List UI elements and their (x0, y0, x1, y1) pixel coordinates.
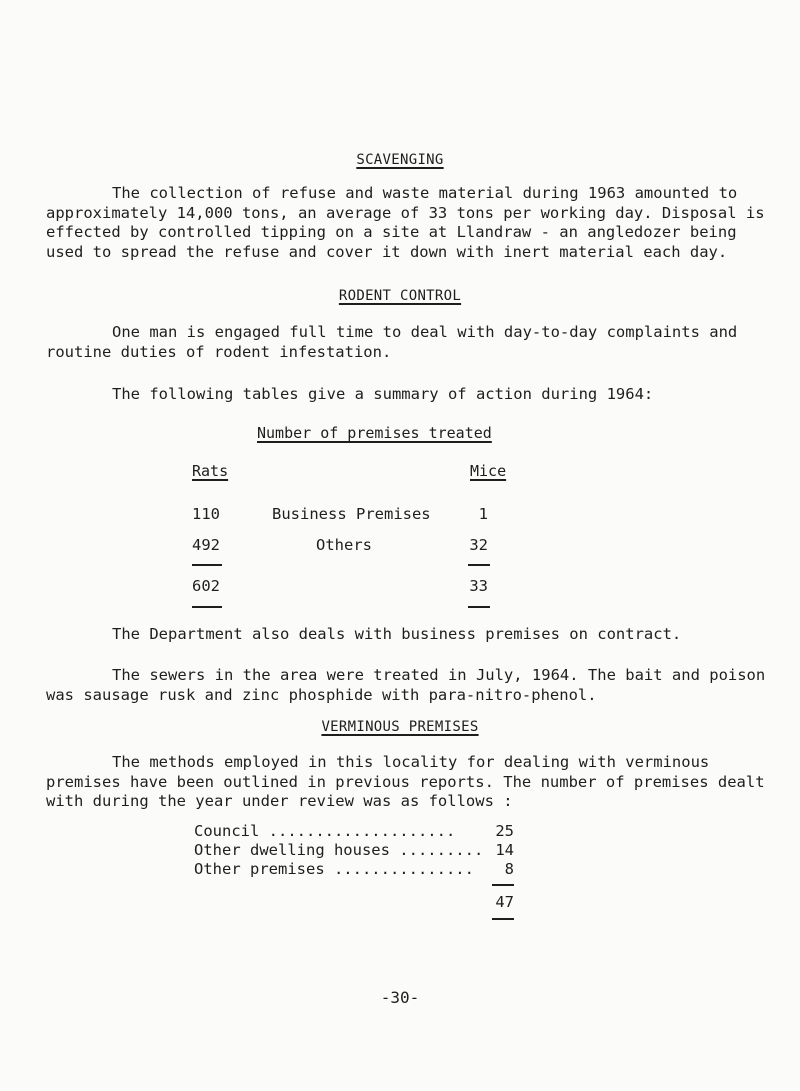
table-row-1-label: Business Premises (272, 505, 431, 523)
table-header-rats: Rats (192, 462, 229, 480)
verminous-paragraph: The methods employed in this locality for dealing with verminous premises have been outlined in previous reports. The number of premises dealt with during the year under review was as follows : (46, 753, 765, 810)
scavenging-paragraph: The collection of refuse and waste material during 1963 amounted to approximately 14,000 tons, an average of 33 tons per working day. Disposal is effected by controlled tipping on a site at Llandraw - an angledozer being used to spread the refuse and cover it down with inert material each day. (46, 184, 765, 261)
scavenging-heading: SCAVENGING (356, 152, 444, 168)
mice-total-rule (468, 606, 490, 608)
page-number: -30- (380, 988, 420, 1007)
verminous-total-rule (492, 918, 514, 920)
document-page: SCAVENGING The collection of refuse and waste material during 1963 amounted to approximately 14,000 tons, an average of 33 tons per working day. Disposal is effected by controlled tipping on a site at Llandraw - an angledozer being used to spread the refuse and cover it down with inert material each day. RODENT CONTROL One man is engaged full time to deal with day-to-day complaints and routine duties of rodent infestation. The following tables give a summary of action during 1964: Number of premises treated Rats Mice 110 Business Premises 1 492 Others 32 602 33 The Department also deals with business premises on contract. The sewers in the area were treated in July, 1964. The bait and poison was sausage rusk and zinc phosphide with para-nitro-phenol. VERMINOUS PREMISES The methods employed in this locality for dealing with verminous premises have been outlined in previous reports. The number of premises dealt with during the year under review was as follows : Council .................... 25 Other dwelling houses ......... 14 Other premises ............... 8 47 -30- (0, 0, 800, 1091)
table-row-2-label: Others (316, 536, 372, 554)
table-row-1-mice: 1 (478, 505, 488, 523)
rodent-paragraph-1: One man is engaged full time to deal with day-to-day complaints and routine duties of rodent infestation. (46, 323, 738, 361)
verminous-subtotal-rule (492, 884, 514, 886)
rodent-paragraph-4: The sewers in the area were treated in July, 1964. The bait and poison was sausage rusk and zinc phosphide with para-nitro-phenol. (46, 666, 766, 704)
rodent-paragraph-2: The following tables give a summary of action during 1964: (112, 385, 654, 403)
rodent-control-heading: RODENT CONTROL (338, 288, 462, 304)
table-row-2-rats: 492 (192, 536, 220, 554)
table-header-mice: Mice (470, 462, 507, 480)
table-total-mice: 33 (469, 577, 488, 595)
table-row-2-mice: 32 (469, 536, 488, 554)
rodent-paragraph-3: The Department also deals with business premises on contract. (112, 625, 682, 643)
table-row-1-rats: 110 (192, 505, 220, 523)
mice-subtotal-rule (468, 564, 490, 566)
table-total-rats: 602 (192, 577, 220, 595)
verminous-total: 47 (495, 893, 514, 911)
rats-subtotal-rule (192, 564, 222, 566)
table-title: Number of premises treated (257, 424, 492, 442)
rats-total-rule (192, 606, 222, 608)
verminous-premises-heading: VERMINOUS PREMISES (321, 719, 479, 735)
